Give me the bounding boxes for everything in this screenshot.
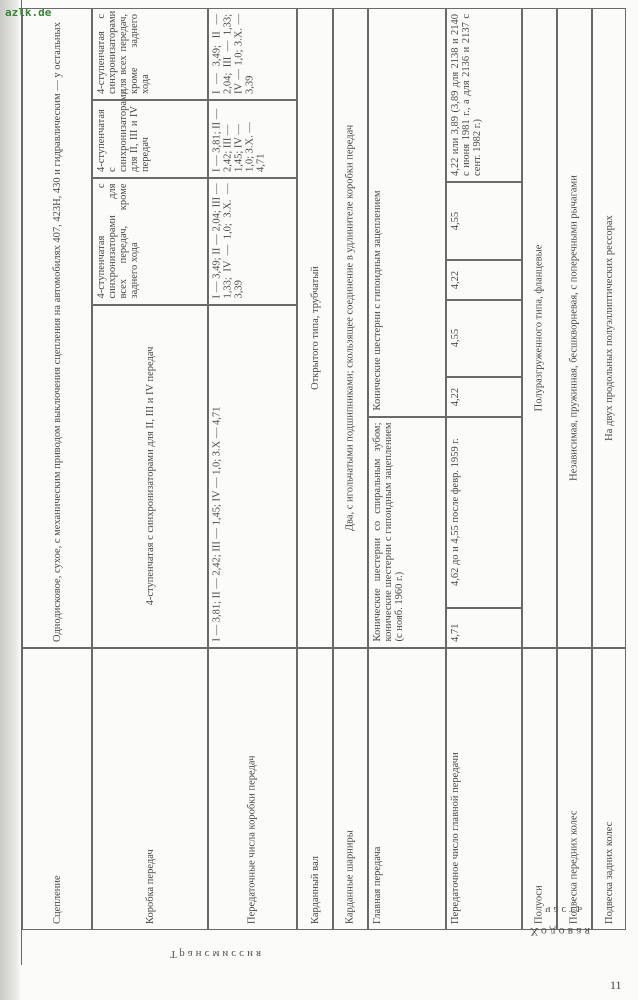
row-label-propshaft <box>297 648 333 930</box>
cell-text: На двух продольных полуэллиптических рессорах <box>603 214 614 441</box>
row-label-gear-ratios <box>208 648 297 930</box>
cell-text: Коробка передач <box>144 848 155 924</box>
cell-text: 4-ступенчатая с синхронизаторами для II, III и IV передач <box>95 88 151 172</box>
cell-text: Подвеска задних колес <box>603 821 614 924</box>
cell-text: Однодисковое, сухое, с механическим приводом выключения сцепления на автомобилях 407, 423Н, 430 и гидравлическим — у остальных <box>51 21 62 642</box>
cell-text: I — 3,49; II — 2,04; III — 1,33; IV — 1,0; З.Х. — 3,39 <box>211 13 256 94</box>
table-cell <box>446 300 522 377</box>
row-label-final-drive-ratio <box>446 648 522 930</box>
table-cell <box>208 305 297 648</box>
cell-text: 4-ступенчатая с синхронизаторами для II, III и IV передач <box>144 346 155 606</box>
cell-text: Передаточные числа коробки передач <box>246 755 258 924</box>
table-cell <box>368 417 446 648</box>
cell-text: Два, с игольчатыми подшипниками; скользящее соединение в удлинителе коробки передач <box>344 124 356 531</box>
row-label-half-shafts <box>522 648 557 930</box>
cell-text: Передаточное число главной передачи <box>449 751 461 924</box>
cell-text: 4-ступенчатая с синхронизаторами для всех передач, кроме заднего хода <box>95 10 151 94</box>
row-label-front-suspension <box>557 648 592 930</box>
cell-text: Независимая, пружинная, бесшкворневая, с поперечными рычагами <box>568 174 580 481</box>
cell-text: I — 3,49; II — 2,04; III — 1,33; IV — 1,0; З.Х. — 3,39 <box>211 183 245 299</box>
table-cell <box>333 8 368 648</box>
cell-text: Карданный вал <box>309 855 320 924</box>
table-cell <box>92 178 208 305</box>
cell-text: 4,22 <box>449 270 461 289</box>
table-cell <box>208 178 297 305</box>
table-cell <box>92 8 208 100</box>
cell-text: Полуразгруженного типа, фланцевые <box>533 244 545 411</box>
row-label-final-drive <box>368 648 446 930</box>
page-binding-shadow <box>0 0 20 1000</box>
table-cell <box>22 8 92 648</box>
table-cell <box>297 8 333 648</box>
cell-text: Открытого типа, трубчатый <box>309 265 320 390</box>
cell-text: 4,55 <box>449 211 461 230</box>
cell-text: Конические шестерни с гипоидным зацеплением <box>371 190 383 411</box>
table-cell <box>446 8 522 182</box>
cell-text: 4,22 <box>449 387 461 406</box>
table-cell <box>446 182 522 260</box>
table-cell <box>592 8 626 648</box>
table-cell <box>446 377 522 417</box>
cell-text: 4,22 или 3,89 (3,89 для 2138 и 2140 с июня 1981 г., а для 2136 и 2137 с сент. 1982 г.) <box>449 13 483 176</box>
row-label-cv-joints <box>333 648 368 930</box>
section-header-chassis-line1: Ходовая <box>530 925 594 939</box>
cell-text: Полуоси <box>533 884 545 924</box>
cell-text: Подвеска передних колес <box>568 809 580 924</box>
table-cell <box>92 305 208 648</box>
section-header-transmission: Трансмиссия <box>170 948 265 960</box>
row-label-gearbox <box>92 648 208 930</box>
table-cell <box>208 100 297 178</box>
table-cell <box>368 8 446 417</box>
table-cell <box>522 8 557 648</box>
table-cell <box>446 260 522 300</box>
cell-text: Сцепление <box>51 874 62 924</box>
cell-text: 4,71 <box>449 623 461 642</box>
cell-text: Карданные шарниры <box>344 829 356 924</box>
cell-text: I — 3,81; II — 2,42; III — 1,45; IV — 1,0; З.Х. — 4,71 <box>211 108 267 172</box>
section-header-chassis-line2: часть <box>545 904 586 916</box>
cell-text: 4,62 до и 4,55 после февр. 1959 г. <box>449 437 461 587</box>
page-number: 11 <box>610 978 622 992</box>
table-cell <box>557 8 592 648</box>
watermark: azlk.de <box>5 6 52 19</box>
row-label-clutch <box>22 648 92 930</box>
table-cell <box>446 608 522 648</box>
cell-text: I — 3,81; II — 2,42; III — 1,45; IV — 1,0; З.Х — 4,71 <box>211 406 223 642</box>
cell-text: 4,55 <box>449 328 461 348</box>
cell-text: Главная передача <box>371 846 383 924</box>
table-cell <box>446 417 522 608</box>
cell-text: 4-ступенчатая с синхронизаторами для всех передач, кроме заднего хода <box>95 183 140 299</box>
table-cell <box>92 88 208 178</box>
cell-text: Конические шестерни со спиральным зубом; конические шестерни с гипоидным зацеплением (с нояб. 1960 г.) <box>371 422 405 642</box>
table-cell <box>208 8 297 100</box>
row-label-rear-suspension <box>592 648 626 930</box>
